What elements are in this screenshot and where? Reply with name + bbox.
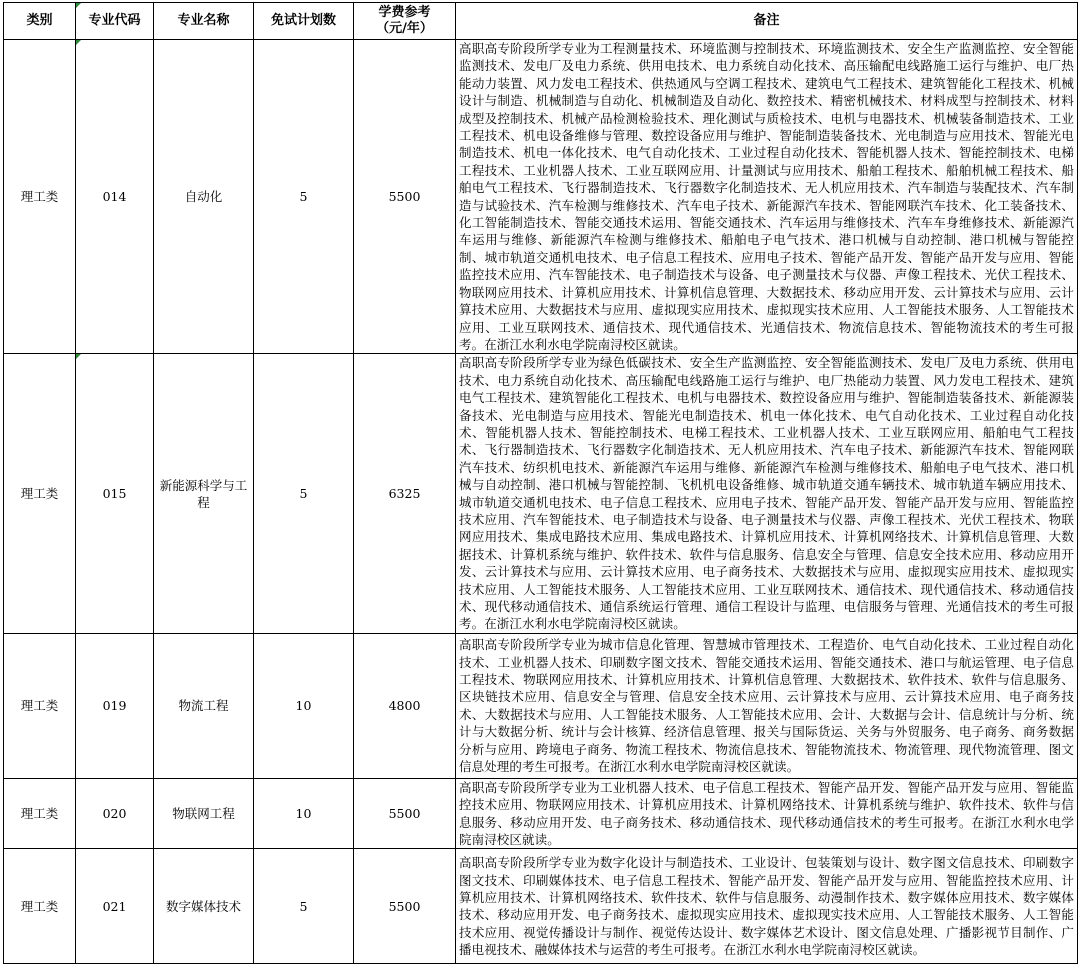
header-fee-line2: （元/年）	[376, 21, 433, 36]
admissions-table	[3, 2, 1078, 964]
cell-name: 物联网工程	[154, 778, 254, 849]
cell-code: 014	[76, 40, 154, 354]
cell-quota: 10	[254, 778, 354, 849]
cell-fee: 5500	[354, 778, 456, 849]
table-row	[4, 40, 1078, 354]
cell-code: 019	[76, 633, 154, 778]
table-row	[4, 354, 1078, 634]
cell-fee: 6325	[354, 354, 456, 634]
header-category: 类别	[4, 3, 76, 40]
cell-quota: 5	[254, 40, 354, 354]
cell-quota: 10	[254, 633, 354, 778]
table-row	[4, 778, 1078, 849]
cell-fee: 5500	[354, 849, 456, 964]
cell-category: 理工类	[4, 40, 76, 354]
cell-remark: 高职高专阶段所学专业为城市信息化管理、智慧城市管理技术、工程造价、电气自动化技术、工业过程自动化技术、工业机器人技术、印刷数字图文技术、智能交通技术运用、智能交通技术、港口与航运管理、电子信息工程技术、物联网应用技术、计算机应用技术、计算机信息管理、大数据技术、软件技术、软件与信息服务、区块链技术应用、信息安全与管理、信息安全技术应用、云计算技术与应用、云计算技术应用、电子商务技术、大数据技术与应用、人工智能技术服务、人工智能技术应用、会计、大数据与会计、信息统计与分析、统计与大数据分析、统计与会计核算、经济信息管理、报关与国际货运、关务与外贸服务、电子商务、商务数据分析与应用、跨境电子商务、物流工程技术、物流信息技术、智能物流技术、物流管理、现代物流管理、图文信息处理的考生可报考。在浙江水利水电学院南浔校区就读。	[456, 633, 1078, 778]
header-quota: 免试计划数	[254, 3, 354, 40]
table-row	[4, 849, 1078, 964]
header-remark: 备注	[456, 3, 1078, 40]
cell-name: 自动化	[154, 40, 254, 354]
cell-remark: 高职高专阶段所学专业为工程测量技术、环境监测与控制技术、环境监测技术、安全生产监测监控、安全智能监测技术、发电厂及电力系统、供用电技术、电力系统自动化技术、高压输配电线路施工运行与维护、电厂热能动力装置、风力发电工程技术、供热通风与空调工程技术、建筑电气工程技术、建筑智能化工程技术、机械设计与制造、机械制造与自动化、机械制造及自动化、数控技术、精密机械技术、材料成型与控制技术、材料成型及控制技术、机械产品检测检验技术、理化测试与质检技术、电机与电器技术、机械装备制造技术、工业工程技术、机电设备维修与管理、数控设备应用与维护、智能制造装备技术、光电制造与应用技术、智能光电制造技术、机电一体化技术、电气自动化技术、工业过程自动化技术、智能机器人技术、智能控制技术、电梯工程技术、工业机器人技术、工业互联网应用、计量测试与应用技术、船舶工程技术、船舶机械工程技术、船舶电气工程技术、飞行器制造技术、飞行器数字化制造技术、无人机应用技术、汽车制造与装配技术、汽车制造与试验技术、汽车检测与维修技术、汽车电子技术、新能源汽车技术、智能网联汽车技术、化工装备技术、化工智能制造技术、智能交通技术运用、智能交通技术、汽车运用与维修技术、汽车车身维修技术、新能源汽车运用与维修、新能源汽车检测与维修技术、船舶电子电气技术、港口机械与自动控制、港口机械与智能控制、城市轨道交通机电技术、电子信息工程技术、应用电子技术、智能产品开发、智能产品开发与应用、智能监控技术应用、汽车智能技术、电子制造技术与设备、电子测量技术与仪器、声像工程技术、光伏工程技术、物联网应用技术、计算机应用技术、计算机信息管理、大数据技术、移动应用开发、云计算技术与应用、云计算技术应用、大数据技术与应用、虚拟现实应用技术、虚拟现实技术应用、人工智能技术服务、人工智能技术应用、工业互联网技术、通信技术、现代通信技术、光通信技术、物流信息技术、智能物流技术的考生可报考。在浙江水利水电学院南浔校区就读。	[456, 40, 1078, 354]
header-code: 专业代码	[76, 3, 154, 40]
cell-category: 理工类	[4, 778, 76, 849]
cell-code: 021	[76, 849, 154, 964]
cell-code: 015	[76, 354, 154, 634]
header-fee	[354, 3, 456, 40]
table-row	[4, 633, 1078, 778]
cell-name: 新能源科学与工程	[154, 354, 254, 634]
cell-category: 理工类	[4, 354, 76, 634]
cell-remark: 高职高专阶段所学专业为数字化设计与制造技术、工业设计、包装策划与设计、数字图文信息技术、印刷数字图文技术、印刷媒体技术、电子信息工程技术、智能产品开发、智能产品开发与应用、智能监控技术应用、计算机应用技术、计算机网络技术、软件技术、软件与信息服务、动漫制作技术、数字媒体应用技术、数字媒体技术、移动应用开发、电子商务技术、虚拟现实应用技术、虚拟现实技术应用、人工智能技术服务、人工智能技术应用、视觉传播设计与制作、视觉传达设计、数字媒体艺术设计、图文信息处理、广播影视节目制作、广播电视技术、融媒体技术与运营的考生可报考。在浙江水利水电学院南浔校区就读。	[456, 849, 1078, 964]
cell-code: 020	[76, 778, 154, 849]
cell-quota: 5	[254, 849, 354, 964]
cell-remark: 高职高专阶段所学专业为绿色低碳技术、安全生产监测监控、安全智能监测技术、发电厂及电力系统、供用电技术、电力系统自动化技术、高压输配电线路施工运行与维护、电厂热能动力装置、风力发电工程技术、建筑电气工程技术、建筑智能化工程技术、电机与电器技术、数控设备应用与维护、智能制造装备技术、新能源装备技术、光电制造与应用技术、智能光电制造技术、机电一体化技术、电气自动化技术、工业过程自动化技术、智能机器人技术、智能控制技术、电梯工程技术、工业机器人技术、工业互联网应用、船舶电气工程技术、飞行器制造技术、飞行器数字化制造技术、无人机应用技术、汽车电子技术、新能源汽车技术、智能网联汽车技术、纺织机电技术、新能源汽车运用与维修、新能源汽车检测与维修技术、船舶电子电气技术、港口机械与自动控制、港口机械与智能控制、飞机机电设备维修、城市轨道交通车辆技术、城市轨道车辆应用技术、城市轨道交通机电技术、电子信息工程技术、应用电子技术、智能产品开发、智能产品开发与应用、智能监控技术应用、汽车智能技术、电子制造技术与设备、电子测量技术与仪器、声像工程技术、光伏工程技术、物联网应用技术、集成电路技术应用、集成电路技术、计算机应用技术、计算机网络技术、计算机信息管理、大数据技术、计算机系统与维护、软件技术、软件与信息服务、信息安全与管理、信息安全技术应用、移动应用开发、云计算技术与应用、云计算技术应用、电子商务技术、大数据技术与应用、虚拟现实应用技术、虚拟现实技术应用、人工智能技术服务、人工智能技术应用、工业互联网技术、通信技术、现代通信技术、移动通信技术、现代移动通信技术、通信系统运行管理、通信工程设计与监理、电信服务与管理、光通信技术的考生可报考。在浙江水利水电学院南浔校区就读。	[456, 354, 1078, 634]
table-header	[4, 3, 1078, 40]
header-fee-line1: 学费参考	[378, 5, 431, 20]
cell-category: 理工类	[4, 633, 76, 778]
cell-category: 理工类	[4, 849, 76, 964]
cell-name: 物流工程	[154, 633, 254, 778]
cell-remark: 高职高专阶段所学专业为工业机器人技术、电子信息工程技术、智能产品开发、智能产品开发与应用、智能监控技术应用、物联网应用技术、计算机应用技术、计算机网络技术、计算机系统与维护、软件技术、软件与信息服务、移动应用开发、电子商务技术、移动通信技术、现代移动通信技术的考生可报考。在浙江水利水电学院南浔校区就读。	[456, 778, 1078, 849]
cell-fee: 4800	[354, 633, 456, 778]
cell-quota: 5	[254, 354, 354, 634]
cell-name: 数字媒体技术	[154, 849, 254, 964]
cell-fee: 5500	[354, 40, 456, 354]
header-name: 专业名称	[154, 3, 254, 40]
